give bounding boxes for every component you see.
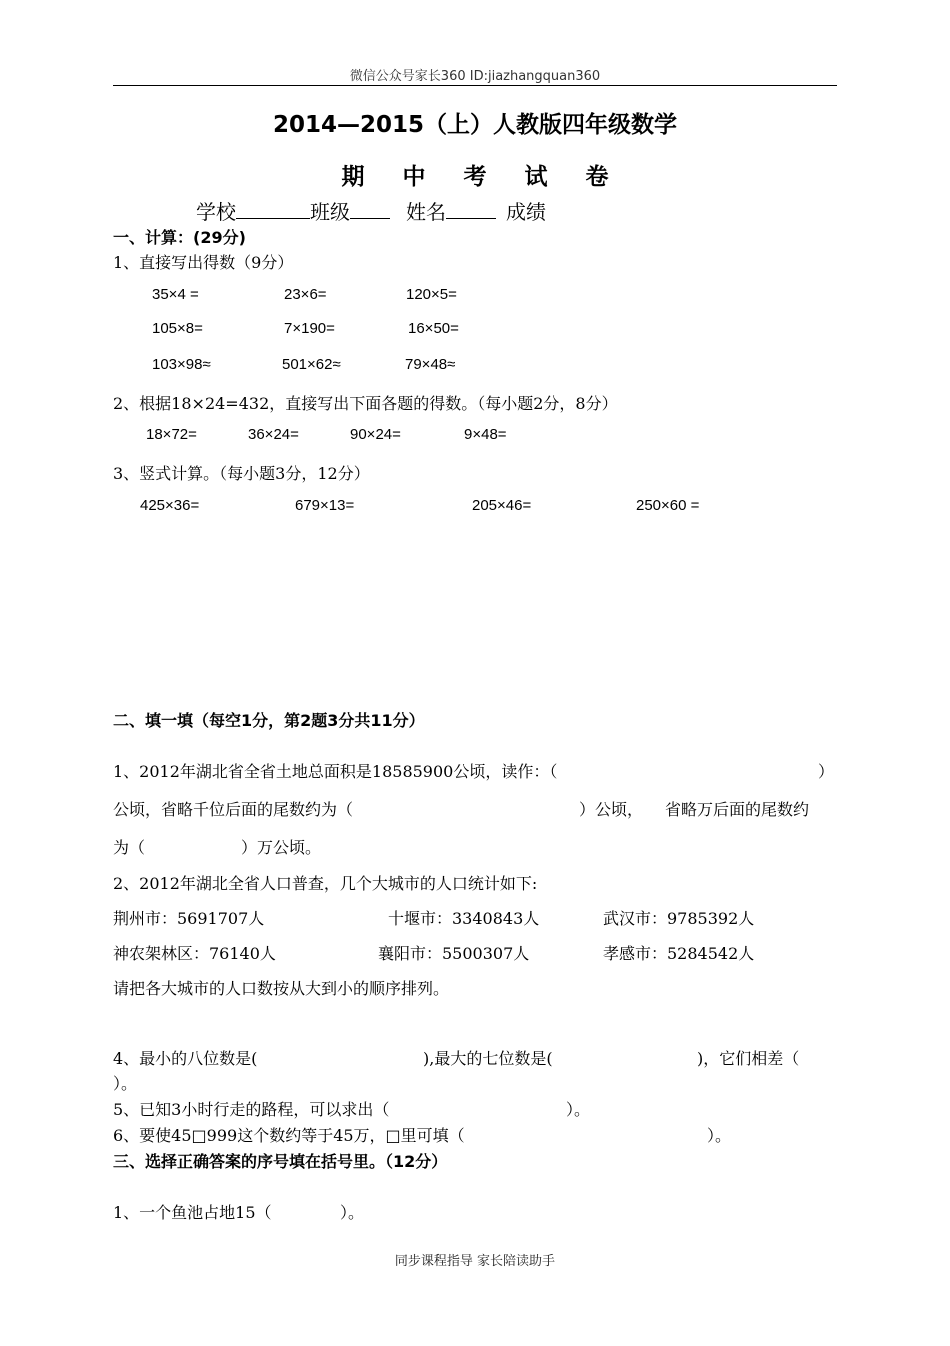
calc-item: 250×60 = (636, 497, 700, 514)
s2-q1-text: ）公顷， (579, 800, 644, 819)
subtitle-char: 卷 (585, 164, 609, 190)
s2-q2-label: 2、2012年湖北全省人口普查，几个大城市的人口统计如下: (113, 874, 538, 893)
subtitle-char: 期 (341, 164, 365, 190)
calc-item: 18×72= (146, 426, 197, 443)
s2-q4-text: 4、最小的八位数是( (113, 1049, 258, 1068)
calc-item: 90×24= (350, 426, 401, 443)
s2-q1-text: 为（ (113, 838, 146, 857)
city-population: 孝感市：5284542人 (603, 944, 755, 963)
calc-item: 120×5= (406, 286, 457, 303)
s3-q1-text: 1、一个鱼池占地15（ (113, 1203, 272, 1222)
s2-q1-paren: ） (818, 762, 835, 781)
s2-q1-text: 公顷，省略千位后面的尾数约为（ (113, 800, 354, 819)
section1-heading: 一、计算：(29分) (113, 228, 246, 247)
city-population: 襄阳市：5500307人 (378, 944, 530, 963)
page-footer: 同步课程指导 家长陪读助手 (394, 1254, 556, 1269)
s2-q1-text: 1、2012年湖北省全省土地总面积是18585900公顷，读作：（ (113, 762, 558, 781)
calc-item: 679×13= (295, 497, 355, 514)
section2-heading: 二、填一填（每空1分，第2题3分共11分） (113, 711, 425, 730)
calc-item: 205×46= (472, 497, 532, 514)
calc-item: 16×50= (408, 320, 459, 337)
calc-item: 425×36= (140, 497, 200, 514)
s2-q1-text: ）万公顷。 (241, 838, 322, 857)
name-label: 姓名 (406, 200, 446, 224)
class-label: 班级 (310, 200, 350, 224)
city-population: 神农架林区：76140人 (113, 944, 276, 963)
s2-q4-text: )，它们相差（ (697, 1049, 800, 1068)
s2-q4-text: ),最大的七位数是( (423, 1049, 553, 1068)
page-header: 微信公众号家长360 ID:jiazhangquan360 (349, 69, 601, 84)
calc-item: 103×98≈ (152, 356, 211, 373)
subtitle-char: 试 (524, 164, 548, 190)
s2-q4-text: ）。 (113, 1074, 138, 1093)
student-info-line (196, 196, 546, 225)
section3-heading: 三、选择正确答案的序号填在括号里。（12分） (113, 1152, 448, 1171)
s2-q5-text: 5、已知3小时行走的路程，可以求出（ (113, 1100, 390, 1119)
calc-item: 23×6= (284, 286, 327, 303)
s3-q1-text: ）。 (340, 1203, 365, 1222)
city-population: 荆州市：5691707人 (113, 909, 265, 928)
subtitle-char: 中 (402, 164, 426, 190)
calc-item: 35×4 = (152, 286, 199, 303)
calc-item: 105×8= (152, 320, 203, 337)
school-label: 学校 (196, 200, 236, 224)
city-population: 武汉市：9785392人 (603, 909, 755, 928)
s2-q6-text: 6、要使45□999这个数约等于45万，□里可填（ (113, 1126, 465, 1145)
s2-q2-task: 请把各大城市的人口数按从大到小的顺序排列。 (113, 979, 450, 998)
s1-q3-label: 3、竖式计算。（每小题3分，12分） (113, 464, 370, 483)
page-subtitle (0, 158, 950, 191)
name-blank[interactable] (446, 200, 496, 219)
school-blank[interactable] (236, 200, 310, 219)
s2-q6-text: ）。 (707, 1126, 732, 1145)
calc-item: 9×48= (464, 426, 507, 443)
s1-q2-label: 2、根据18×24=432，直接写出下面各题的得数。（每小题2分，8分） (113, 394, 618, 413)
score-label: 成绩 (506, 200, 546, 224)
page-title: 2014—2015（上）人教版四年级数学 (272, 112, 678, 138)
class-blank[interactable] (350, 200, 390, 219)
calc-item: 36×24= (248, 426, 299, 443)
city-population: 十堰市：3340843人 (388, 909, 540, 928)
calc-item: 501×62≈ (282, 356, 341, 373)
calc-item: 7×190= (284, 320, 335, 337)
calc-item: 79×48≈ (405, 356, 456, 373)
s2-q1-text: 省略万后面的尾数约 (665, 800, 810, 819)
s1-q1-label: 1、直接写出得数（9分） (113, 253, 294, 272)
s2-q5-text: ）。 (566, 1100, 591, 1119)
header-rule (113, 85, 837, 86)
subtitle-char: 考 (463, 164, 487, 190)
